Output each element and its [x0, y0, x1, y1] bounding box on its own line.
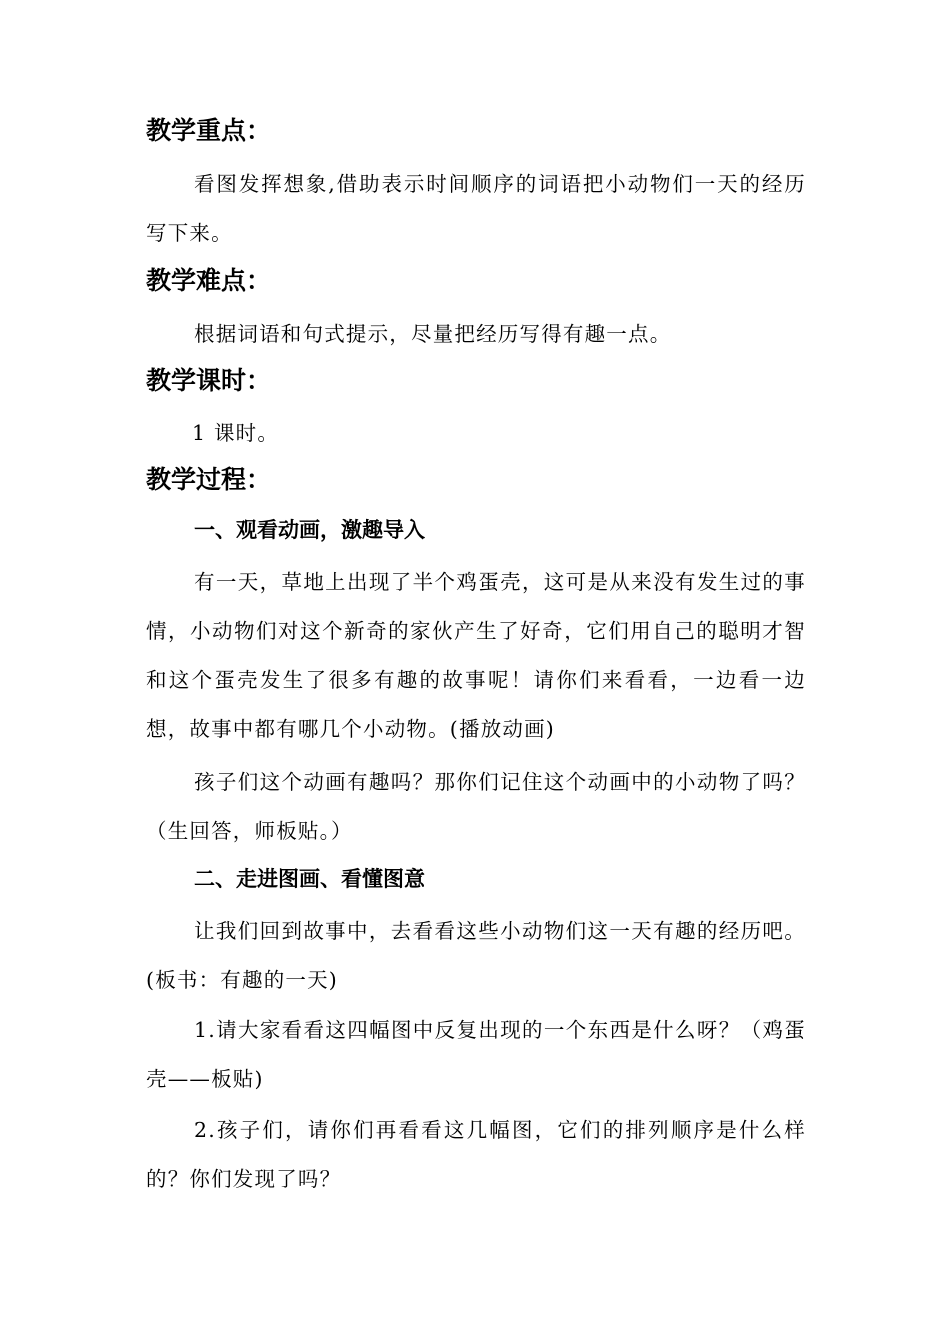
key-points-text: 看图发挥想象,借助表示时间顺序的词语把小动物们一天的经历写下来。 [146, 172, 806, 245]
part1-paragraph-2: 孩子们这个动画有趣吗？那你们记住这个动画中的小动物了吗？（生回答，师板贴。） [146, 770, 806, 843]
part1-heading: 一、观看动画，激趣导入 [194, 518, 425, 542]
hours-heading: 教学课时： [146, 366, 272, 395]
part2-heading: 二、走进图画、看懂图意 [194, 867, 425, 891]
difficulty-text: 根据词语和句式提示，尽量把经历写得有趣一点。 [194, 322, 672, 346]
hours-text: 1 课时。 [192, 421, 280, 445]
key-points-heading: 教学重点： [146, 116, 272, 145]
difficulty-heading: 教学难点： [146, 266, 272, 295]
part2-paragraph-1: 让我们回到故事中，去看看这些小动物们这一天有趣的经历吧。(板书：有趣的一天) [146, 919, 806, 992]
process-heading: 教学过程： [146, 465, 272, 494]
part1-paragraph-1: 有一天，草地上出现了半个鸡蛋壳，这可是从来没有发生过的事情，小动物们对这个新奇的家伙产生了好奇，它们用自己的聪明才智和这个蛋壳发生了很多有趣的故事呢！请你们来看看，一边看一边想，故事中都有哪几个小动物。(播放动画) [146, 570, 806, 741]
part2-paragraph-2: 1.请大家看看这四幅图中反复出现的一个东西是什么呀？（鸡蛋壳——板贴) [146, 1018, 806, 1091]
part2-paragraph-3: 2.孩子们，请你们再看看这几幅图，它们的排列顺序是什么样的？你们发现了吗？ [146, 1118, 806, 1191]
